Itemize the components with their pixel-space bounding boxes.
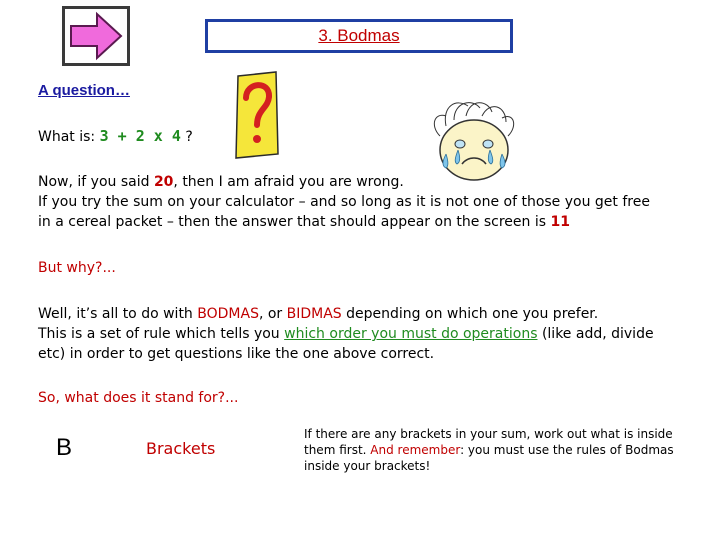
bodmas-description — [304, 426, 684, 474]
desc-text: : you must use the rules of Bodmas inside your brackets! — [304, 443, 674, 473]
bodmas-term: BODMAS — [197, 306, 259, 322]
next-slide-button[interactable] — [62, 6, 130, 66]
para2-text: Well, it’s all to do with — [38, 306, 198, 322]
para1-text: , then I am afraid you are wrong. — [173, 174, 404, 190]
question-suffix: ? — [180, 129, 193, 145]
desc-highlight: And remember — [370, 443, 461, 457]
para2-text: This is a set of rule which tells you — [38, 326, 285, 342]
question-expression: 3 + 2 x 4 — [99, 127, 181, 145]
bidmas-term: BIDMAS — [286, 306, 342, 322]
desc-text: If there are any brackets in your sum, work out what is inside them first. — [304, 427, 673, 457]
para2-text: depending on which one you prefer. — [341, 306, 599, 322]
question-line — [38, 126, 193, 147]
para1-text: in a cereal packet – then the answer that should appear on the screen is — [38, 214, 551, 230]
bodmas-letter: B — [56, 434, 73, 461]
para2-line3: etc) in order to get questions like the one above correct. — [38, 346, 435, 362]
but-why-text: But why?... — [38, 260, 116, 276]
explanation-paragraph — [38, 172, 708, 232]
bodmas-paragraph — [38, 304, 708, 364]
stand-for-text: So, what does it stand for?... — [38, 390, 239, 406]
para1-line2: If you try the sum on your calculator – and so long as it is not one of those you get free — [38, 194, 650, 210]
para2-text: , or — [258, 306, 287, 322]
question-mark-icon — [232, 70, 282, 160]
order-of-operations-link[interactable]: which order you must do operations — [284, 326, 538, 342]
para1-text: Now, if you said — [38, 174, 154, 190]
para2-text: (like add, divide — [537, 326, 654, 342]
bodmas-word: Brackets — [146, 439, 216, 458]
correct-answer: 11 — [550, 214, 570, 230]
right-arrow-icon — [65, 9, 127, 63]
question-prefix: What is: — [38, 129, 100, 145]
title-box — [205, 19, 513, 53]
question-heading: A question… — [38, 82, 130, 99]
page-title: 3. Bodmas — [318, 26, 400, 45]
wrong-answer: 20 — [153, 174, 174, 190]
